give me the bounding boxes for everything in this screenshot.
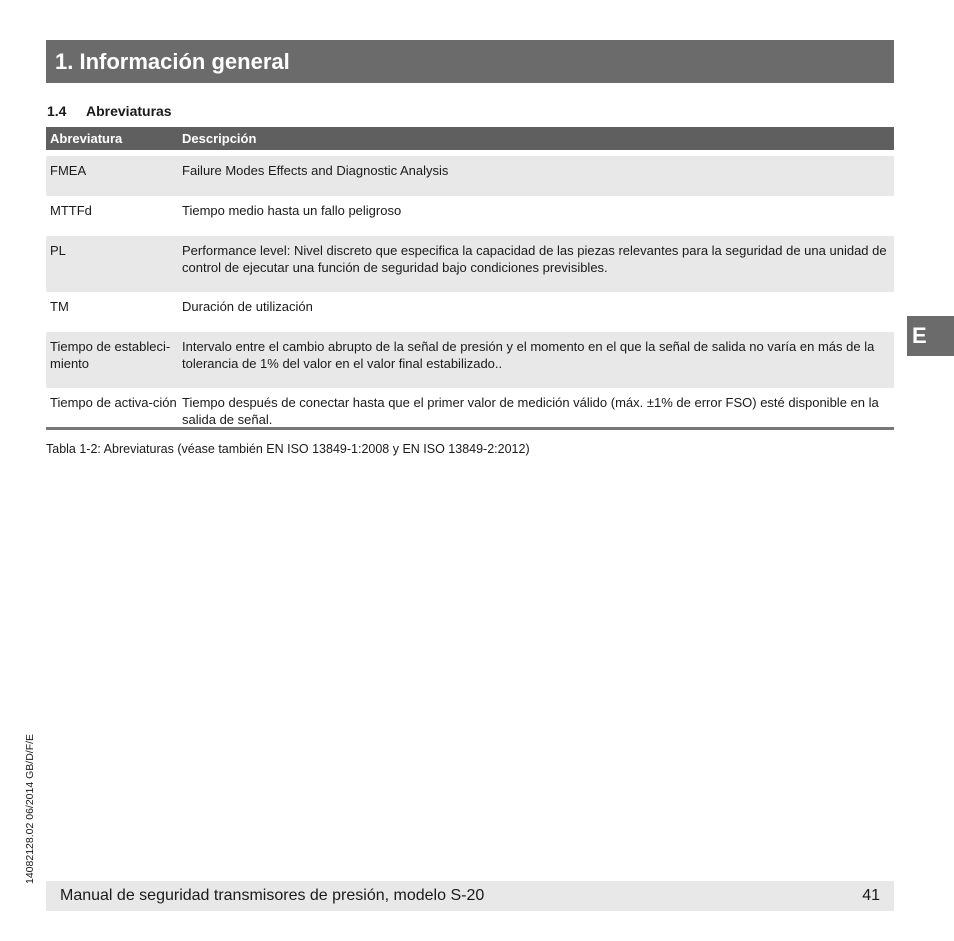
row-abbreviation: Tiempo de activa-ción (50, 395, 177, 410)
table-row (46, 156, 894, 196)
row-abbreviation: TM (50, 299, 69, 314)
page-number: 41 (862, 887, 880, 904)
row-description: Failure Modes Effects and Diagnostic Analysis (182, 163, 449, 178)
table-row (46, 332, 894, 388)
section-title: Abreviaturas (86, 103, 172, 119)
row-abbreviation: Tiempo de estableci-miento (50, 339, 171, 371)
row-description: Tiempo medio hasta un fallo peligroso (182, 203, 402, 218)
section-number: 1.4 (47, 103, 67, 119)
row-abbreviation: PL (50, 243, 66, 258)
section-heading (47, 103, 172, 119)
table-header (46, 127, 894, 150)
row-description: Performance level: Nivel discreto que especifica la capacidad de las piezas relevantes para la seguridad de una unidad de control de ejecutar una función de seguridad bajo condiciones previsibles. (182, 243, 887, 275)
header-abbreviation: Abreviatura (50, 131, 123, 146)
row-description: Intervalo entre el cambio abrupto de la señal de presión y el momento en el que la señal de salida no varía en más de la tolerancia de 1% del valor en el valor final estabilizado.. (182, 339, 875, 371)
row-description: Duración de utilización (182, 299, 313, 314)
chapter-title: 1. Información general (46, 40, 894, 83)
table-caption: Tabla 1-2: Abreviaturas (véase también EN ISO 13849-1:2008 y EN ISO 13849-2:2012) (46, 442, 530, 456)
document-code: 14082128.02 06/2014 GB/D/F/E (24, 733, 36, 884)
table-row (46, 236, 894, 292)
footer (46, 881, 894, 911)
table-row (46, 292, 894, 332)
header-description: Descripción (182, 131, 257, 146)
language-tab: E (907, 316, 954, 356)
row-description: Tiempo después de conectar hasta que el primer valor de medición válido (máx. ±1% de error FSO) esté disponible en la salida de señal. (182, 395, 879, 427)
row-abbreviation: MTTFd (50, 203, 92, 218)
table-row (46, 196, 894, 236)
row-abbreviation: FMEA (50, 163, 87, 178)
footer-title: Manual de seguridad transmisores de presión, modelo S-20 (60, 887, 485, 904)
table-bottom-rule (46, 427, 894, 430)
table-row (46, 388, 894, 427)
